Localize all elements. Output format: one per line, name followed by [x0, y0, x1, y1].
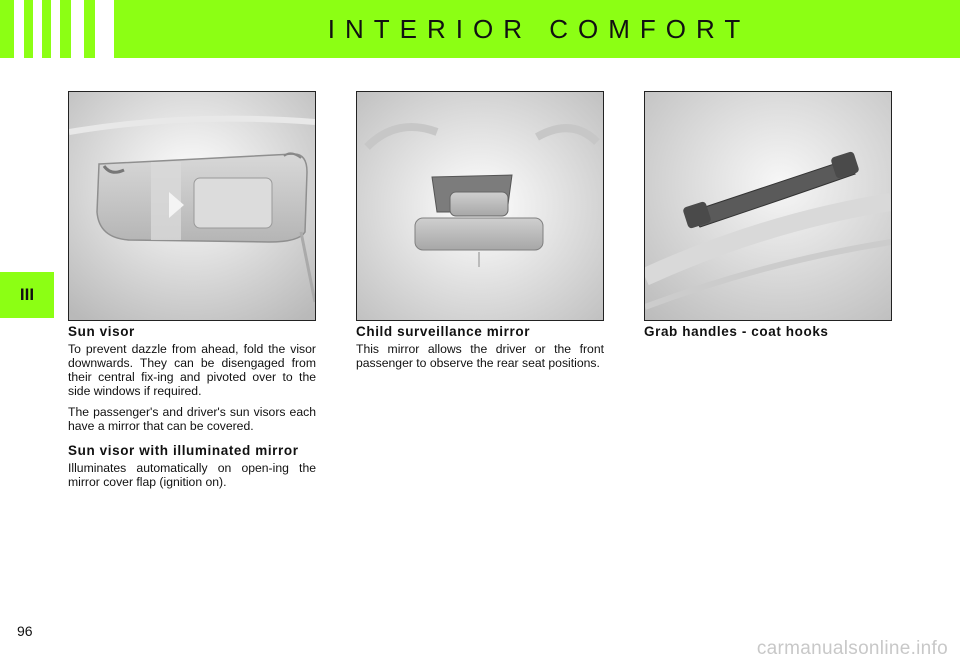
chapter-header-bar — [0, 0, 960, 58]
header-stripe — [33, 0, 42, 58]
grab-handles-section — [644, 324, 892, 342]
illuminated-mirror-paragraph: Illuminates automatically on open-ing the mirror cover flap (ignition on). — [68, 461, 316, 489]
child-surveillance-mirror-photo — [356, 91, 604, 321]
sun-visor-paragraph: To prevent dazzle from ahead, fold the visor downwards. They can be disengaged from their central fix-ing and pivoted over to the side windows if required. — [68, 342, 316, 398]
header-stripe — [51, 0, 60, 58]
sun-visor-heading: Sun visor — [68, 324, 135, 339]
sun-visor-paragraph: The passenger's and driver's sun visors each have a mirror that can be covered. — [68, 405, 316, 433]
child-mirror-section — [356, 324, 604, 377]
grab-handle-photo — [644, 91, 892, 321]
header-stripe — [95, 0, 114, 58]
watermark: carmanualsonline.info — [756, 638, 948, 659]
child-mirror-paragraph: This mirror allows the driver or the front passenger to observe the rear seat positions. — [356, 342, 604, 370]
illuminated-mirror-heading: Sun visor with illuminated mirror — [68, 443, 299, 458]
page-title: INTERIOR COMFORT — [327, 14, 751, 44]
page-number: 96 — [17, 623, 33, 639]
sun-visor-section — [68, 324, 316, 496]
header-stripe — [71, 0, 84, 58]
grab-handles-heading: Grab handles - coat hooks — [644, 324, 829, 339]
chapter-tab[interactable]: III — [0, 272, 54, 318]
header-stripe — [14, 0, 24, 58]
sun-visor-photo — [68, 91, 316, 321]
child-mirror-heading: Child surveillance mirror — [356, 324, 531, 339]
